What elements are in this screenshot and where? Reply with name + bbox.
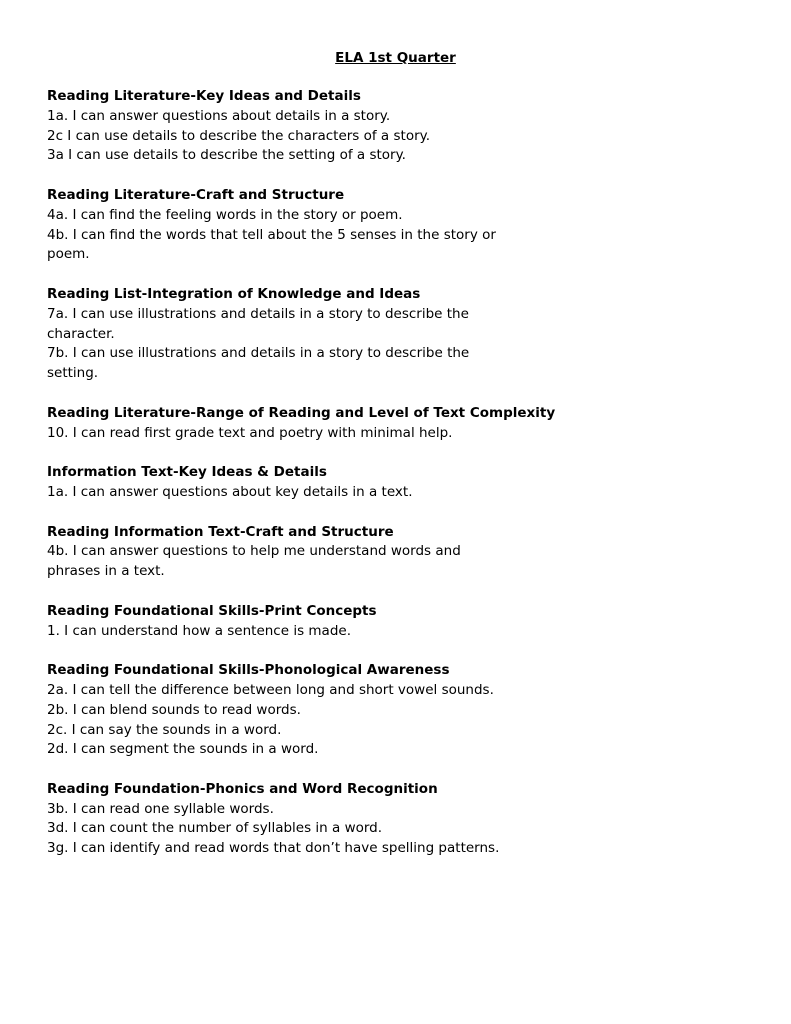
section-rl-integration (47, 285, 517, 384)
list-item: 2b. I can blend sounds to read words. (47, 701, 301, 718)
list-item: 1. I can understand how a sentence is made. (47, 622, 351, 639)
section-rf-phonics (47, 780, 517, 859)
list-item: 3b. I can read one syllable words. (47, 800, 274, 817)
list-item: 10. I can read first grade text and poetry with minimal help. (47, 424, 453, 441)
list-item: 1a. I can answer questions about key details in a text. (47, 483, 413, 500)
list-item: 3g. I can identify and read words that don’t have spelling patterns. (47, 840, 500, 857)
list-item: 3a I can use details to describe the setting of a story. (47, 147, 406, 164)
list-item: 4b. I can answer questions to help me understand words and phrases in a text. (47, 543, 461, 580)
section-heading: Reading Literature-Craft and Structure (47, 186, 345, 203)
section-rf-phonological (47, 661, 517, 760)
document-body (47, 87, 556, 879)
section-rl-range (47, 404, 556, 444)
list-item: 4b. I can find the words that tell about the 5 senses in the story or poem. (47, 226, 496, 263)
section-heading: Reading Literature-Range of Reading and Level of Text Complexity (47, 404, 556, 421)
section-it-craft-structure (47, 523, 517, 582)
section-rl-craft-structure (47, 186, 517, 265)
list-item: 2d. I can segment the sounds in a word. (47, 741, 319, 758)
section-heading: Reading Information Text-Craft and Structure (47, 523, 394, 540)
list-item: 2c I can use details to describe the characters of a story. (47, 127, 430, 144)
list-item: 1a. I can answer questions about details in a story. (47, 107, 391, 124)
section-heading: Information Text-Key Ideas & Details (47, 464, 327, 481)
section-heading: Reading Foundational Skills-Phonological Awareness (47, 662, 450, 679)
list-item: 4a. I can find the feeling words in the story or poem. (47, 206, 403, 223)
section-rl-key-ideas (47, 87, 517, 166)
section-it-key-ideas (47, 463, 517, 503)
list-item: 2a. I can tell the difference between long and short vowel sounds. (47, 681, 494, 698)
list-item: 7a. I can use illustrations and details in a story to describe the character. (47, 305, 469, 342)
document-title: ELA 1st Quarter (335, 50, 456, 66)
section-heading: Reading Foundational Skills-Print Concepts (47, 602, 377, 619)
list-item: 2c. I can say the sounds in a word. (47, 721, 282, 738)
section-heading: Reading Foundation-Phonics and Word Recognition (47, 780, 438, 797)
list-item: 7b. I can use illustrations and details in a story to describe the setting. (47, 345, 470, 382)
section-heading: Reading Literature-Key Ideas and Details (47, 88, 361, 104)
list-item: 3d. I can count the number of syllables in a word. (47, 820, 383, 837)
section-heading: Reading List-Integration of Knowledge and Ideas (47, 285, 421, 302)
section-rf-print-concepts (47, 602, 517, 642)
